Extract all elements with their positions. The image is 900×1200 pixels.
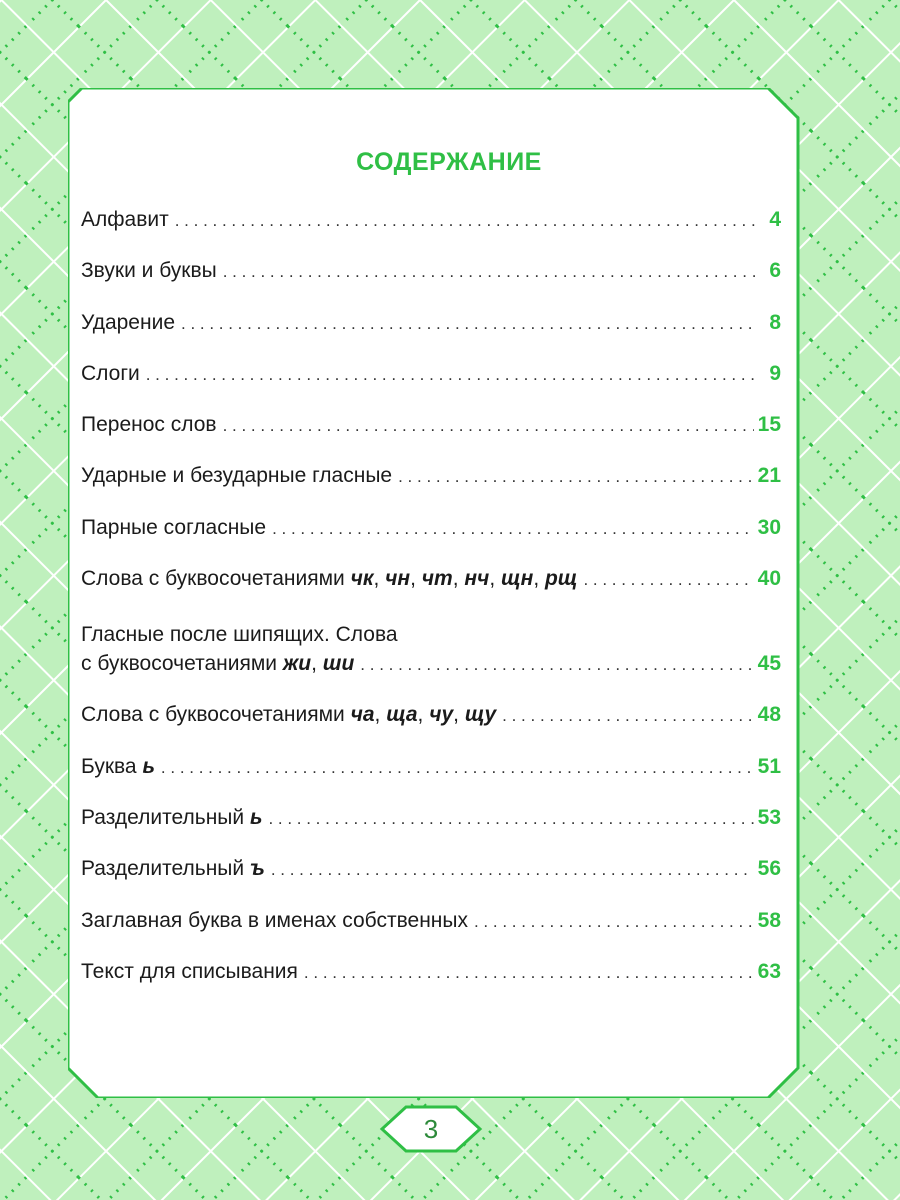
title-text: , [311,652,323,676]
title-text: с буквосочетаниями [81,652,283,676]
toc-entry[interactable] [81,618,781,703]
toc-page-number: 51 [757,754,781,778]
letter-combination: ща [386,703,418,727]
dot-leader [223,262,757,282]
toc-entry[interactable] [81,806,781,857]
toc-entry[interactable] [81,311,781,362]
title-text: , [489,567,501,591]
title-text: Ударение [81,310,175,334]
title-text: Перенос слов [81,413,217,437]
toc-entry-title [81,857,265,881]
letter-combination: щу [464,703,497,727]
letter-combination: нч [464,567,490,591]
dot-leader [583,570,753,590]
toc-entry-title [81,703,496,727]
toc-page-number: 53 [757,805,781,829]
dot-leader [272,519,754,539]
title-text: Слова с буквосочетаниями [81,567,351,591]
dot-leader [398,467,754,487]
title-text: , [417,703,430,727]
dot-leader [502,706,753,726]
title-text: Разделительный [81,857,250,881]
toc-entry-title [81,567,577,591]
toc-page-number: 48 [757,703,781,727]
toc-page-number: 4 [769,208,781,231]
letter-combination: чн [385,567,411,591]
toc-entry-title [81,806,262,830]
title-text: Слоги [81,361,140,385]
letter-combination: ь [142,754,155,778]
title-text: Текст для списывания [81,959,298,983]
toc-entry-title-line1: Гласные после шипящих. Слова [81,623,398,647]
dot-leader [304,963,754,983]
dot-leader [175,211,757,231]
toc-entry[interactable] [81,960,781,1011]
toc-entry-title [81,755,155,779]
title-text: Разделительный [81,805,250,829]
title-text: Звуки и буквы [81,259,217,283]
toc-entry-title [81,311,175,335]
title-text: Заглавная буква в именах собственных [81,908,468,932]
toc-entry-title [81,516,266,540]
toc-entry[interactable] [81,516,781,567]
toc-entry[interactable] [81,362,781,413]
title-text: , [373,567,386,591]
toc-entry-title [81,362,140,386]
dot-leader [223,416,754,436]
title-text: Ударные и безударные гласные [81,464,393,488]
toc-entry[interactable] [81,208,781,259]
letter-combination: чк [350,567,374,591]
title-text: Слова с буквосочетаниями [81,703,351,727]
toc-entry[interactable] [81,703,781,754]
toc-entry[interactable] [81,755,781,806]
toc-page-number: 15 [757,413,781,437]
title-text: Парные согласные [81,515,267,539]
title-text: , [410,567,422,591]
title-text: , [374,703,387,727]
toc-page-number: 63 [757,959,781,983]
letter-combination: ча [350,703,375,727]
toc-entry-title [81,464,392,488]
toc-page-number: 56 [757,857,781,881]
toc-list [81,208,781,1011]
toc-entry-title [81,208,169,232]
title-text: Алфавит [81,208,169,231]
toc-entry[interactable] [81,464,781,515]
toc-entry[interactable] [81,259,781,310]
toc-entry-title [81,652,354,676]
page-number: 3 [423,1114,439,1144]
letter-combination: ъ [249,857,265,881]
title-text: , [533,567,545,591]
toc-entry-title [81,960,298,984]
toc-page-number: 21 [757,464,781,488]
page-title: СОДЕРЖАНИЕ [356,148,542,176]
dot-leader [161,758,754,778]
dot-leader [271,860,754,880]
toc-entry-title [81,909,468,933]
toc-entry[interactable] [81,413,781,464]
toc-page-number: 58 [757,908,781,932]
letter-combination: чт [421,567,453,591]
dot-leader [268,809,753,829]
toc-page-number: 8 [769,310,781,334]
toc-entry[interactable] [81,909,781,960]
contents-panel [68,88,830,1098]
toc-page-number: 40 [757,567,781,591]
toc-page-number: 6 [769,259,781,283]
toc-page-number: 30 [757,515,781,539]
dot-leader [360,655,753,675]
title-text: Буква [81,754,143,778]
toc-page-number: 9 [769,361,781,385]
toc-entry[interactable] [81,857,781,908]
dot-leader [146,365,757,385]
title-text: , [452,567,465,591]
page-number-badge [378,1103,484,1155]
toc-entry[interactable] [81,567,781,618]
title-text: , [453,703,465,727]
letter-combination: щн [500,567,534,591]
dot-leader [474,912,754,932]
dot-leader [181,314,757,334]
toc-entry-title [81,413,217,437]
letter-combination: ь [249,805,263,829]
letter-combination: рщ [544,567,578,591]
letter-combination: ши [322,652,355,676]
toc-page-number: 45 [757,652,781,676]
toc-entry-title [81,259,217,283]
letter-combination: чу [429,703,454,727]
letter-combination: жи [282,652,312,676]
